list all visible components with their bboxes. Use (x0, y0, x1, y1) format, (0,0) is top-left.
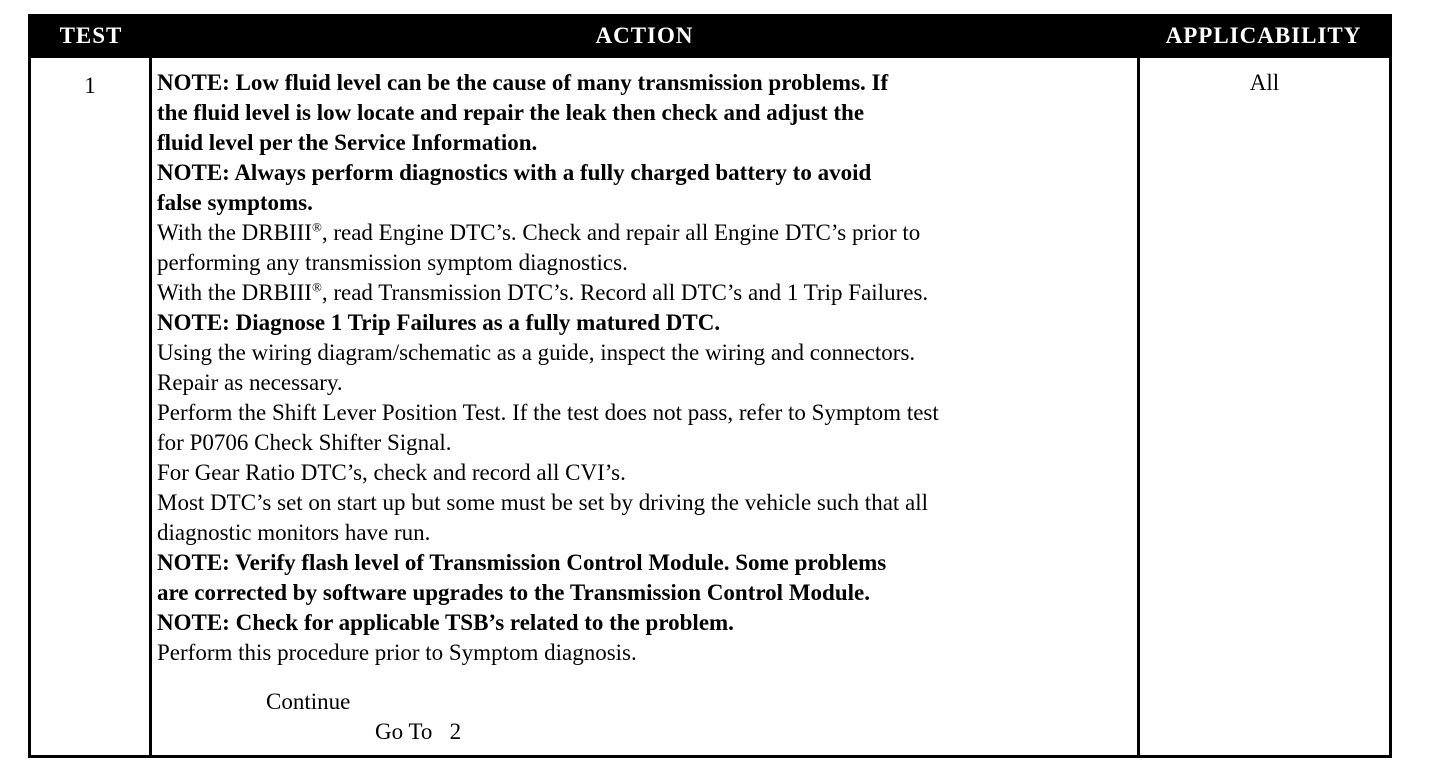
instruction-line: Perform this procedure prior to Symptom diagnosis. (157, 640, 637, 665)
note-line: NOTE: Always perform diagnostics with a fully charged battery to avoid (157, 160, 872, 185)
note-line: NOTE: Check for applicable TSB’s related to the problem. (157, 610, 734, 635)
note-line: fluid level per the Service Information. (157, 130, 538, 155)
note-line: are corrected by software upgrades to the Transmission Control Module. (157, 580, 870, 605)
note-line: NOTE: Diagnose 1 Trip Failures as a fully matured DTC. (157, 310, 721, 335)
instruction-line: With the DRBIII®, read Transmission DTC’s. Record all DTC’s and 1 Trip Failures. (157, 279, 929, 305)
instruction-line: Using the wiring diagram/schematic as a guide, inspect the wiring and connectors. (157, 340, 916, 365)
instruction-line: performing any transmission symptom diagnostics. (157, 250, 628, 275)
action-text (157, 68, 1131, 668)
instruction-line: Perform the Shift Lever Position Test. If the test does not pass, refer to Symptom test (157, 400, 939, 425)
instruction-line: for P0706 Check Shifter Signal. (157, 430, 452, 455)
note-line: false symptoms. (157, 190, 313, 215)
instruction-line: Repair as necessary. (157, 370, 343, 395)
column-divider-applicability (1137, 17, 1140, 755)
note-line: NOTE: Low fluid level can be the cause of many transmission problems. If (157, 70, 889, 95)
instruction-line: diagnostic monitors have run. (157, 520, 431, 545)
column-divider-test (149, 17, 152, 755)
header-divider (31, 55, 1389, 58)
note-line: the fluid level is low locate and repair the leak then check and adjust the (157, 100, 865, 125)
test-number: 1 (84, 73, 96, 98)
header-test: TEST (31, 17, 151, 55)
diagnostic-table (28, 14, 1392, 758)
applicability-value: All (1249, 70, 1280, 95)
instruction-line: Most DTC’s set on start up but some must be set by driving the vehicle such that all (157, 490, 929, 515)
header-applicability: APPLICABILITY (1138, 17, 1389, 55)
note-line: NOTE: Verify flash level of Transmission Control Module. Some problems (157, 550, 887, 575)
result-continue: Continue (266, 689, 351, 714)
instruction-line: With the DRBIII®, read Engine DTC’s. Check and repair all Engine DTC’s prior to (157, 219, 921, 245)
goto-next-test[interactable]: Go To 2 (375, 719, 462, 744)
header-action: ACTION (151, 17, 1138, 55)
instruction-line: For Gear Ratio DTC’s, check and record all CVI’s. (157, 460, 626, 485)
